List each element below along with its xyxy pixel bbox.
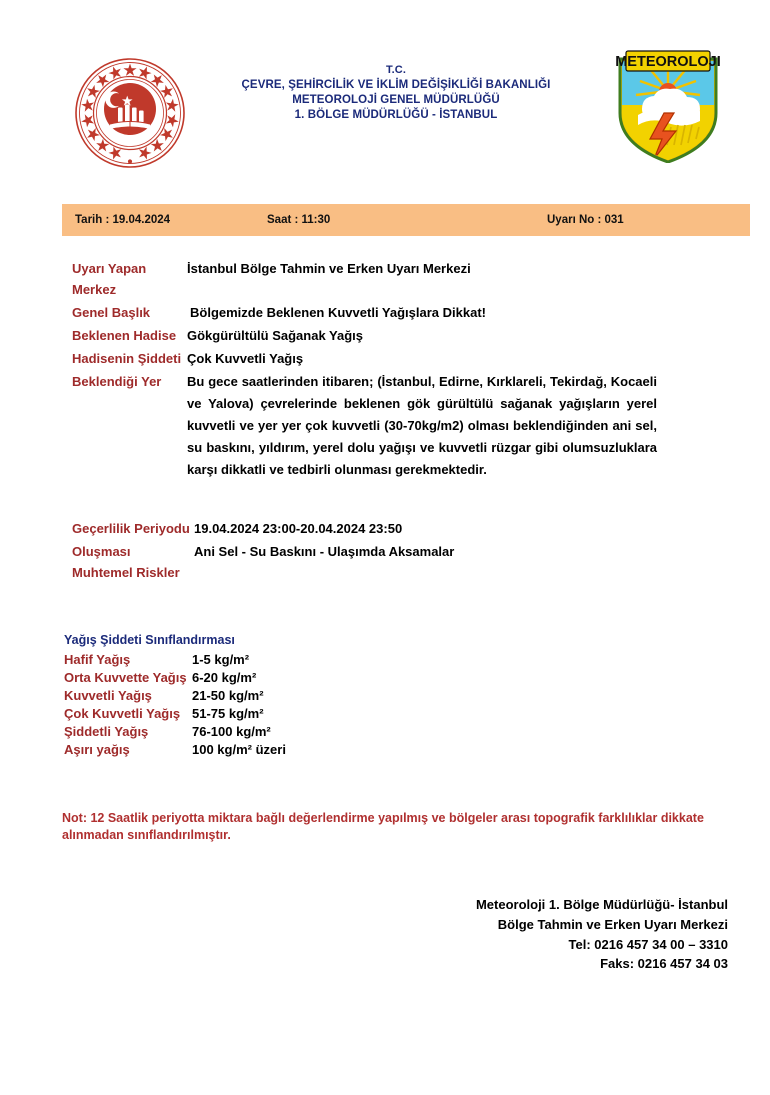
classification-row [0, 724, 770, 739]
field-value: İstanbul Bölge Tahmin ve Erken Uyarı Merkezi [187, 261, 471, 276]
classification-value: 21-50 kg/m² [192, 688, 264, 703]
field-label: Uyarı Yapan Merkez [72, 261, 147, 298]
classification-row [0, 688, 770, 703]
field-label: Oluşması Muhtemel Riskler [72, 544, 180, 581]
classification-row [0, 742, 770, 757]
classification-label: Hafif Yağış [64, 652, 131, 667]
classification-label: Çok Kuvvetli Yağış [64, 706, 181, 721]
document-header [0, 0, 770, 165]
classification-row [0, 652, 770, 667]
field-value: Bu gece saatlerinden itibaren; (İstanbul, Edirne, Kırklareli, Tekirdağ, Kocaeli ve Yalova) çevrelerinde beklenen gök gürültülü sağanak yağışların yerel kuvvetli ve yer yer çok kuvvetli (30-70kg/m2) olması beklendiğinden ani sel, su baskını, yıldırım, yerel dolu yağışı ve kuvvetli rüzgar gibi olumsuzluklara karşı dikkatli ve tedbirli olunması gerekmektedir. [187, 374, 657, 477]
footer-tel: Tel: 0216 457 34 00 – 3310 [568, 936, 728, 952]
classification-note: Not: 12 Saatlik periyotta miktara bağlı değerlendirme yapılmış ve bölgeler arası topografik farklılıklar dikkate alınmadan sınıflandırılmıştır. [62, 811, 704, 843]
classification-row [0, 670, 770, 685]
meteoroloji-logo [612, 47, 724, 163]
classification-value: 6-20 kg/m² [192, 670, 257, 685]
field-label: Geçerlilik Periyodu [72, 521, 190, 536]
classification-value: 51-75 kg/m² [192, 706, 264, 721]
classification-value: 76-100 kg/m² [192, 724, 271, 739]
warning-fields [0, 258, 770, 482]
classification-value: 1-5 kg/m² [192, 652, 250, 667]
footer-center: Bölge Tahmin ve Erken Uyarı Merkezi [497, 916, 728, 932]
header-line-directorate: METEOROLOJİ GENEL MÜDÜRLÜĞÜ [292, 93, 500, 106]
field-label: Genel Başlık [72, 305, 151, 321]
classification-row [0, 706, 770, 721]
field-row-expected-location [0, 371, 770, 480]
tc-ministry-emblem [74, 57, 186, 169]
classification-title: Yağış Şiddeti Sınıflandırması [64, 633, 235, 647]
classification-value: 100 kg/m² üzeri [192, 742, 286, 757]
field-row-expected-event [0, 325, 770, 346]
meteoroloji-logo-text: METEOROLOJI [615, 54, 721, 70]
field-row-issuing-center [0, 258, 770, 300]
header-line-region: 1. BÖLGE MÜDÜRLÜĞÜ - İSTANBUL [294, 108, 498, 121]
precipitation-classification [0, 633, 770, 760]
classification-label: Orta Kuvvette Yağış [64, 670, 187, 685]
warning-fields-secondary [0, 518, 770, 585]
field-value: 19.04.2024 23:00-20.04.2024 23:50 [194, 521, 403, 536]
field-label: Beklenen Hadise [72, 328, 177, 344]
field-label: Hadisenin Şiddeti [72, 351, 182, 367]
info-date: Tarih : 19.04.2024 [75, 214, 171, 226]
info-warning-number: Uyarı No : 031 [547, 214, 624, 226]
classification-label: Kuvvetli Yağış [64, 688, 152, 703]
field-value: Gökgürültülü Sağanak Yağış [187, 328, 364, 344]
footer-office: Meteoroloji 1. Bölge Müdürlüğü- İstanbul [475, 897, 728, 912]
field-row-event-severity [0, 348, 770, 369]
field-row-general-title [0, 302, 770, 323]
field-row-validity-period [0, 518, 770, 539]
classification-label: Aşırı yağış [64, 742, 130, 757]
field-row-possible-risks [0, 541, 770, 583]
header-title-block [196, 63, 596, 123]
info-time: Saat : 11:30 [267, 214, 331, 226]
document-footer [476, 895, 728, 974]
field-label: Beklendiği Yer [72, 374, 162, 390]
field-value: Ani Sel - Su Baskını - Ulaşımda Aksamalar [194, 544, 455, 560]
field-value: Çok Kuvvetli Yağış [187, 351, 304, 367]
warning-info-bar [62, 204, 750, 236]
footer-fax: Faks: 0216 457 34 03 [600, 956, 728, 972]
header-line-ministry: ÇEVRE, ŞEHİRCİLİK VE İKLİM DEĞİŞİKLİĞİ BAKANLIĞI [241, 78, 551, 91]
field-value: Bölgemizde Beklenen Kuvvetli Yağışlara Dikkat! [190, 305, 486, 321]
header-line-tc: T.C. [386, 64, 406, 76]
classification-label: Şiddetli Yağış [64, 724, 149, 739]
